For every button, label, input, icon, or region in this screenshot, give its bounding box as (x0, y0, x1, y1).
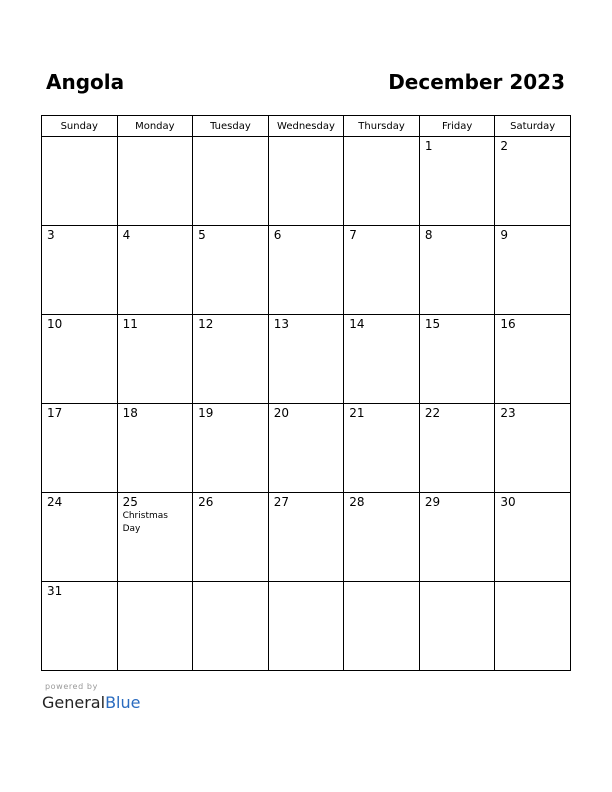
day-cell (193, 493, 269, 582)
day-number: 5 (198, 228, 206, 242)
day-number (420, 582, 495, 585)
day-number: 1 (424, 139, 433, 153)
day-number: 30 (500, 495, 516, 509)
day-number: 20 (273, 406, 289, 420)
day-cell (42, 137, 118, 226)
day-cell (344, 315, 420, 404)
weekday-header: Tuesday (193, 116, 269, 137)
week-row (42, 315, 571, 404)
day-number: 17 (47, 406, 63, 420)
day-cell (419, 493, 495, 582)
day-number: 29 (424, 495, 441, 509)
day-cell (117, 226, 193, 315)
day-number (42, 137, 117, 140)
day-number (193, 137, 268, 140)
day-cell (495, 315, 571, 404)
day-cell (268, 404, 344, 493)
day-cell (42, 582, 118, 671)
day-cell (117, 404, 193, 493)
day-number: 12 (198, 317, 214, 331)
weekday-header: Wednesday (268, 116, 344, 137)
weekday-header-row (42, 116, 571, 137)
week-row (42, 226, 571, 315)
day-cell (344, 582, 420, 671)
day-number (193, 582, 268, 585)
day-number: 24 (47, 495, 63, 509)
calendar-grid (41, 115, 571, 671)
day-number: 11 (122, 317, 138, 331)
day-cell (268, 137, 344, 226)
day-number (269, 137, 344, 140)
weekday-header: Friday (419, 116, 495, 137)
day-cell (193, 404, 269, 493)
day-cell (495, 137, 571, 226)
day-number: 21 (349, 406, 365, 420)
day-cell (193, 315, 269, 404)
holiday-label: Christmas Day (122, 511, 168, 534)
brand-blue: Blue (105, 693, 141, 712)
week-row (42, 493, 571, 582)
day-cell (268, 582, 344, 671)
weekday-header: Saturday (495, 116, 571, 137)
day-cell (344, 137, 420, 226)
week-row (42, 404, 571, 493)
day-number: 3 (47, 228, 55, 242)
day-cell (495, 226, 571, 315)
day-cell (117, 315, 193, 404)
day-cell (117, 137, 193, 226)
day-cell (495, 493, 571, 582)
day-cell (419, 404, 495, 493)
week-row (42, 582, 571, 671)
day-cell (117, 582, 193, 671)
day-number (118, 137, 193, 140)
country-title: Angola (46, 70, 125, 94)
day-cell (268, 315, 344, 404)
day-cell (268, 226, 344, 315)
day-number: 4 (122, 228, 131, 242)
day-cell (268, 493, 344, 582)
month-year-title: December 2023 (388, 70, 565, 94)
day-cell (344, 226, 420, 315)
day-cell (193, 137, 269, 226)
day-number: 7 (349, 228, 357, 242)
day-number (269, 582, 344, 585)
day-number (344, 137, 419, 140)
day-number (344, 582, 419, 585)
day-number: 9 (500, 228, 509, 242)
day-number: 19 (198, 406, 214, 420)
day-cell (419, 226, 495, 315)
day-number: 10 (47, 317, 63, 331)
weekday-header: Sunday (42, 116, 118, 137)
day-cell (193, 582, 269, 671)
brand-logo[interactable] (42, 693, 140, 712)
day-number: 25 (122, 495, 138, 509)
day-cell (117, 493, 193, 582)
day-number: 13 (273, 317, 289, 331)
day-number: 31 (47, 584, 63, 598)
week-row (42, 137, 571, 226)
day-number: 18 (122, 406, 138, 420)
day-number: 23 (500, 406, 516, 420)
day-cell (193, 226, 269, 315)
powered-by-label: powered by (45, 682, 98, 691)
day-number: 6 (273, 228, 282, 242)
day-number: 28 (349, 495, 365, 509)
day-number: 15 (424, 317, 441, 331)
day-cell (495, 582, 571, 671)
day-cell (344, 404, 420, 493)
weekday-header: Thursday (344, 116, 420, 137)
day-number: 8 (424, 228, 433, 242)
day-cell (42, 315, 118, 404)
day-number: 16 (500, 317, 516, 331)
brand-general: General (42, 693, 106, 712)
weekday-header: Monday (117, 116, 193, 137)
day-number: 22 (424, 406, 441, 420)
day-cell (419, 315, 495, 404)
day-cell (419, 137, 495, 226)
day-cell (419, 582, 495, 671)
day-cell (495, 404, 571, 493)
day-cell (42, 493, 118, 582)
day-cell (42, 404, 118, 493)
day-number: 14 (349, 317, 365, 331)
day-number (118, 582, 193, 585)
day-number: 27 (273, 495, 289, 509)
day-cell (344, 493, 420, 582)
day-cell (42, 226, 118, 315)
day-number: 2 (500, 139, 509, 153)
day-number (495, 582, 570, 585)
day-number: 26 (198, 495, 214, 509)
